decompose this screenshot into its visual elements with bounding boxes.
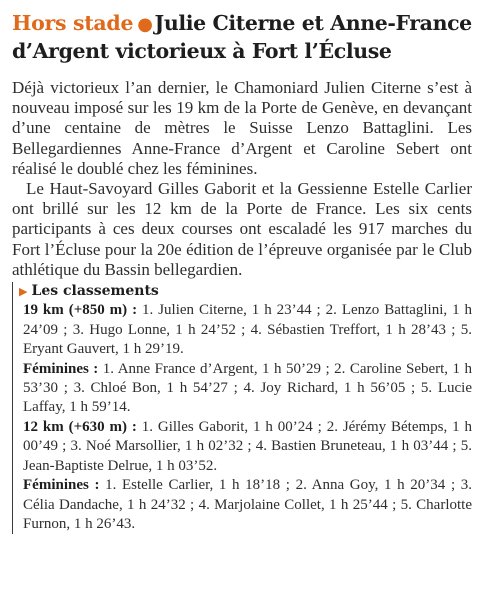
rankings-box [12,282,472,534]
ranking-block-12km-women [23,476,472,534]
triangle-icon: ▶ [19,285,28,299]
ranking-block-19km-women [23,360,472,418]
ranking-block-19km [23,301,472,359]
article-body [12,78,472,280]
ranking-label: Féminines : [23,477,100,494]
ranking-label: 19 km (+850 m) : [23,302,138,319]
headline [12,10,472,64]
paragraph-2: Le Haut-Savoyard Gilles Gaborit et la Gessienne Estelle Carlier ont brillé sur les 12 km de la Porte de France. Les six cents participants à ces deux courses ont escaladé les 917 marches du Fort l’Écluse pour la 20e édition de l’épreuve organisée par le Club athlétique du Bassin bellegardien. [12,179,472,279]
ranking-text: 1. Gilles Gaborit, 1 h 00’24 ; 2. Jérémy Bétemps, 1 h 00’49 ; 3. Noé Marsollier, 1 h 02’32 ; 4. Bastien Bruneteau, 1 h 03’44 ; 5. Jean-Baptiste Delrue, 1 h 03’52. [23,418,472,474]
ranking-label: 12 km (+630 m) : [23,418,137,435]
ranking-block-12km [23,418,472,476]
ranking-text: 1. Julien Citerne, 1 h 23’44 ; 2. Lenzo Battaglini, 1 h 24’09 ; 3. Hugo Lonne, 1 h 24’52 ; 4. Sébastien Treffort, 1 h 28’43 ; 5. Eryant Gauvert, 1 h 29’19. [23,302,472,358]
ranking-label: Féminines : [23,360,99,377]
ranking-text: 1. Anne France d’Argent, 1 h 50’29 ; 2. Caroline Sebert, 1 h 53’30 ; 3. Chloé Bon, 1 h 54’27 ; 4. Joy Richard, 1 h 56’05 ; 5. Lucie Laffay, 1 h 59’14. [23,360,473,416]
article [12,10,472,534]
headline-title: Julie Citerne et Anne-France d’Argent victorieux à Fort l’Écluse [12,11,472,63]
kicker: Hors stade [12,11,134,35]
rankings-title [19,282,472,301]
ranking-text: 1. Estelle Carlier, 1 h 18’18 ; 2. Anna Goy, 1 h 20’34 ; 3. Célia Dandache, 1 h 24’32 ; 4. Marjolaine Collet, 1 h 25’44 ; 5. Charlotte Furnon, 1 h 26’43. [23,477,472,532]
rankings-title-label: Les classements [31,283,159,300]
bullet-icon: ● [137,14,153,35]
paragraph-1: Déjà victorieux l’an dernier, le Chamoniard Julien Citerne s’est à nouveau imposé sur les 19 km de la Porte de Genève, en devançant d’une centaine de mètres le Suisse Lenzo Battaglini. Les Bellegardiennes Anne-France d’Argent et Caroline Sebert ont réalisé le doublé chez les féminines. [12,78,472,178]
